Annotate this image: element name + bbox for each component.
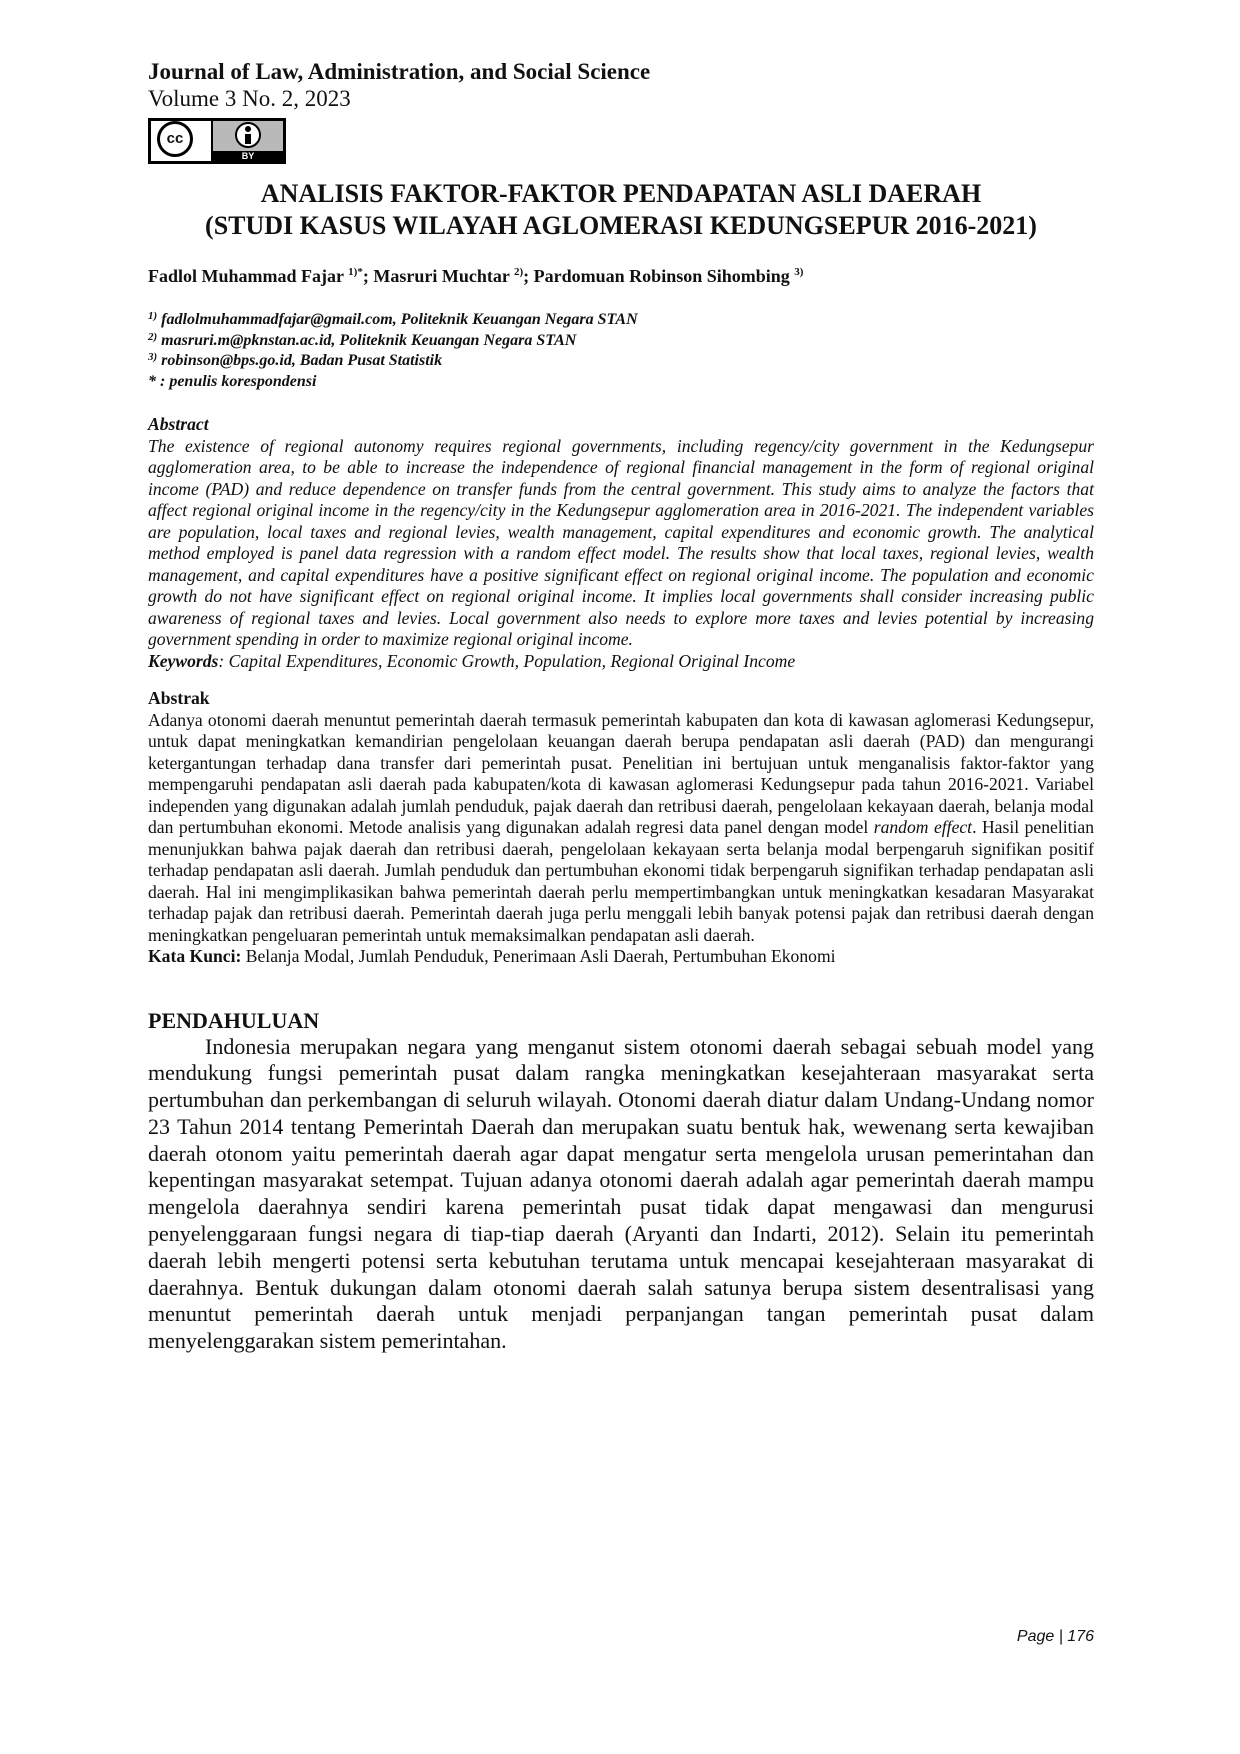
- kata-kunci: [148, 946, 1094, 968]
- paper-title-line-2: (STUDI KASUS WILAYAH AGLOMERASI KEDUNGSEPUR 2016-2021): [205, 211, 1037, 240]
- author-name: Fadlol Muhammad Fajar: [148, 266, 344, 286]
- affiliation-list: [148, 310, 1094, 392]
- abstrak-heading: Abstrak: [148, 688, 210, 708]
- author-mark: 1)*: [348, 266, 363, 278]
- by-label: BY: [241, 151, 255, 161]
- attribution-person-icon: [235, 122, 261, 148]
- abstract-body: The existence of regional autonomy requires regional governments, including regency/city government in the Kedungsepur agglomeration area, to be able to increase the independence of regional financial management in the form of regional original income (PAD) and reduce dependence on transfer funds from the central government. This study aims to analyze the factors that affect regional original income in the regency/city in the Kedungsepur agglomeration area in 2016-2021. The independent variables are population, local taxes and regional levies, wealth management, capital expenditures and economic growth. The analytical method employed is panel data regression with a random effect model. The results show that local taxes, regional levies, wealth management, and capital expenditures have a positive significant effect on regional original income. The population and economic growth do not have significant effect on regional original income. It implies local governments shall consider increasing public awareness of regional taxes and levies. Local government also needs to explore more taxes and levies potential by increasing government spending in order to maximize regional original income.: [148, 435, 1094, 649]
- cc-icon: cc: [157, 121, 193, 157]
- abstract-heading: Abstract: [148, 414, 209, 434]
- paper-page: [148, 58, 1094, 1355]
- kata-kunci-text: Belanja Modal, Jumlah Penduduk, Penerimaan Asli Daerah, Pertumbuhan Ekonomi: [241, 946, 836, 966]
- journal-title: Journal of Law, Administration, and Social Science: [148, 59, 651, 84]
- author-name: Pardomuan Robinson Sihombing: [533, 266, 790, 286]
- paper-title-line-1: ANALISIS FAKTOR-FAKTOR PENDAPATAN ASLI DAERAH: [260, 179, 982, 208]
- affiliation-item: $^{3)}$ robinson@bps.go.id, Badan Pusat Statistik: [148, 351, 443, 369]
- author-list: Fadlol Muhammad Fajar $^{1)*}$; Masruri Muchtar $^{2)}$; Pardomuan Robinson Sihombing $^{3)}$: [148, 266, 804, 286]
- section-heading-pendahuluan: PENDAHULUAN: [148, 1007, 320, 1033]
- abstrak-body: Adanya otonomi daerah menuntut pemerintah daerah termasuk pemerintah kabupaten dan kota di kawasan aglomerasi Kedungsepur, untuk dapat meningkatkan kemandirian pengelolaan keuangan daerah berupa pendapatan asli daerah (PAD) dan mengurangi ketergantungan terhadap dana transfer dari pemerintah pusat. Penelitian ini bertujuan untuk menganalisis faktor-faktor yang mempengaruhi pendapatan asli daerah pada kabupaten/kota di kawasan aglomerasi Kedungsepur pada tahun 2016-2021. Variabel independen yang digunakan adalah jumlah penduduk, pajak daerah dan retribusi daerah, pengelolaan kekayaan daerah, belanja modal dan pertumbuhan ekonomi. Metode analisis yang digunakan adalah regresi data panel dengan model random effect. Hasil penelitian menunjukkan bahwa pajak daerah dan retribusi daerah, pengelolaan kekayaan serta belanja modal berpengaruh signifikan positif terhadap pendapatan asli daerah. Jumlah penduduk dan pertumbuhan ekonomi tidak berpengaruh signifikan terhadap pendapatan asli daerah. Hal ini mengimplikasikan bahwa pemerintah daerah perlu mempertimbangkan untuk meningkatkan kesadaran Masyarakat terhadap pajak dan retribusi daerah. Pemerintah daerah juga perlu menggali lebih banyak potensi pajak dan retribusi daerah dengan meningkatkan pengeluaran pemerintah untuk memaksimalkan pendapatan asli daerah.: [148, 709, 1094, 945]
- cc-by-license-badge[interactable]: [148, 118, 286, 164]
- journal-volume: Volume 3 No. 2, 2023: [148, 86, 351, 111]
- keywords-label: Keywords: [148, 650, 219, 671]
- affiliation-item: $^{1)}$ fadlolmuhammadfajar@gmail.com, Politeknik Keuangan Negara STAN: [148, 310, 638, 328]
- affiliation-item: $^{2)}$ masruri.m@pknstan.ac.id, Politeknik Keuangan Negara STAN: [148, 330, 577, 349]
- correspondence-note: * : penulis korespondensi: [148, 372, 317, 390]
- author-name: Masruri Muchtar: [373, 266, 510, 286]
- author-mark: 3): [794, 266, 804, 278]
- keywords: [148, 651, 1094, 673]
- page-number: Page | 176: [1016, 1628, 1094, 1645]
- author-mark: 2): [514, 266, 524, 278]
- introduction-paragraph: Indonesia merupakan negara yang menganut sistem otonomi daerah sebagai sebuah model yang mendukung fungsi pemerintah pusat dalam rangka meningkatkan kesejahteraan masyarakat serta pertumbuhan dan perkembangan di seluruh wilayah. Otonomi daerah diatur dalam Undang-Undang nomor 23 Tahun 2014 tentang Pemerintah Daerah dan merupakan suatu bentuk hak, wewenang serta kewajiban daerah otonom yaitu pemerintah daerah agar dapat mengatur serta mengelola urusan pemerintahan dan kepentingan masyarakat setempat. Tujuan adanya otonomi daerah adalah agar pemerintah daerah mampu mengelola daerahnya sendiri karena pemerintah pusat tidak dapat mengawasi dan mengurusi penyelenggaraan fungsi negara di tiap-tiap daerah (Aryanti dan Indarti, 2012). Selain itu pemerintah daerah lebih mengerti potensi serta kebutuhan terutama untuk mencapai kesejahteraan masyarakat di daerahnya. Bentuk dukungan dalam otonomi daerah salah satunya berupa sistem desentralisasi yang menuntut pemerintah daerah untuk menjadi perpanjangan tangan pemerintah pusat dalam menyelenggarakan sistem pemerintahan.: [148, 1033, 1094, 1354]
- abstract-indonesian: [148, 688, 1094, 968]
- kata-kunci-label: Kata Kunci:: [148, 946, 242, 966]
- keywords-text: : Capital Expenditures, Economic Growth, Population, Regional Original Income: [218, 650, 796, 671]
- abstract-english: [148, 414, 1094, 672]
- paper-title: [148, 178, 1094, 242]
